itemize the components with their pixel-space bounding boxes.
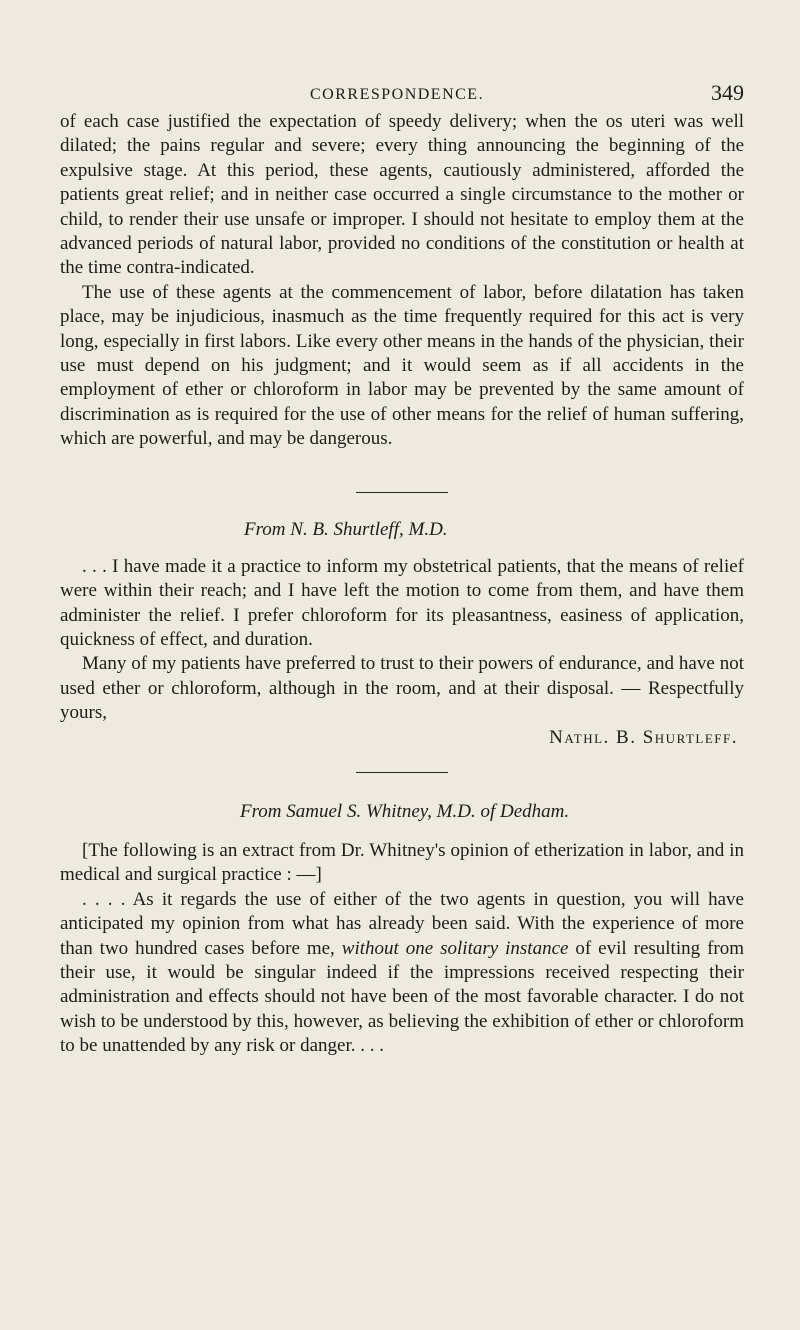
paragraph-4: Many of my patients have preferred to trust to their powers of endurance, and have not used ether or chloroform, although in the room, and at their disposal. — Respectfully yours,: [60, 653, 744, 724]
letter-whitney: [60, 839, 744, 1059]
paragraph-6: [60, 888, 744, 1059]
paragraph-5: [The following is an extract from Dr. Whitney's opinion of etherization in labor, and in medical and surgical practice : —]: [60, 839, 744, 886]
paragraph-6-end: of evil resulting from their use, it would be singular indeed if the impressions received respecting their administration and effects should not have been of the most favorable character. I do not wish to be understood by this, however, as believing the exhibition of ether or chloroform to be unattended by any risk or danger. . . .: [60, 937, 745, 1057]
paragraph-3: . . . I have made it a practice to inform my obstetrical patients, that the means of relief were within their reach; and I have left the motion to come from them, and have them administer the relief. I prefer chloroform for its pleasantness, easiness of application, quickness of effect, and duration.: [60, 555, 744, 650]
letter-heading-whitney: From Samuel S. Whitney, M.D. of Dedham.: [240, 800, 570, 822]
paragraph-6-italic: without one solitary instance: [341, 937, 569, 959]
section-divider-2: [356, 772, 448, 773]
paragraph-6-start: . . . . As it regards the use of either of the two agents in question, you will have anticipated my opinion from what has already been said. With the experience of more than two hundred cases before me,: [60, 888, 744, 959]
page-header: [60, 0, 744, 110]
letter-continuation: [60, 110, 744, 452]
section-divider-1: [356, 492, 448, 493]
paragraph-1: of each case justified the expectation of speedy delivery; when the os uteri was well dilated; the pains regular and severe; every thing announcing the beginning of the expulsive stage. At this period, these agents, cautiously administered, afforded the patients great relief; and in neither case occurred a single circumstance to the mother or child, to render their use unsafe or improper. I should not hesitate to employ them at the advanced periods of natural labor, provided no conditions of the constitution or health at the time contra-indicated.: [60, 111, 744, 279]
letter-heading-shurtleff: From N. B. Shurtleff, M.D.: [244, 518, 448, 540]
book-page: [60, 0, 744, 1059]
running-head: CORRESPONDENCE.: [310, 86, 485, 103]
letter-shurtleff: [60, 555, 744, 750]
paragraph-2: The use of these agents at the commencement of labor, before dilatation has taken place, may be injudicious, inasmuch as the time frequently required for this act is very long, especially in first labors. Like every other means in the hands of the physician, their use must depend on his judgment; and it would seem as if all accidents in the employment of ether or chloroform in labor may be prevented by the same amount of discrimination as is required for the use of other means for the relief of human suffering, which are powerful, and may be dangerous.: [60, 281, 744, 450]
page-number: 349: [711, 80, 744, 105]
signature-shurtleff: Nathl. B. Shurtleff.: [549, 726, 738, 748]
